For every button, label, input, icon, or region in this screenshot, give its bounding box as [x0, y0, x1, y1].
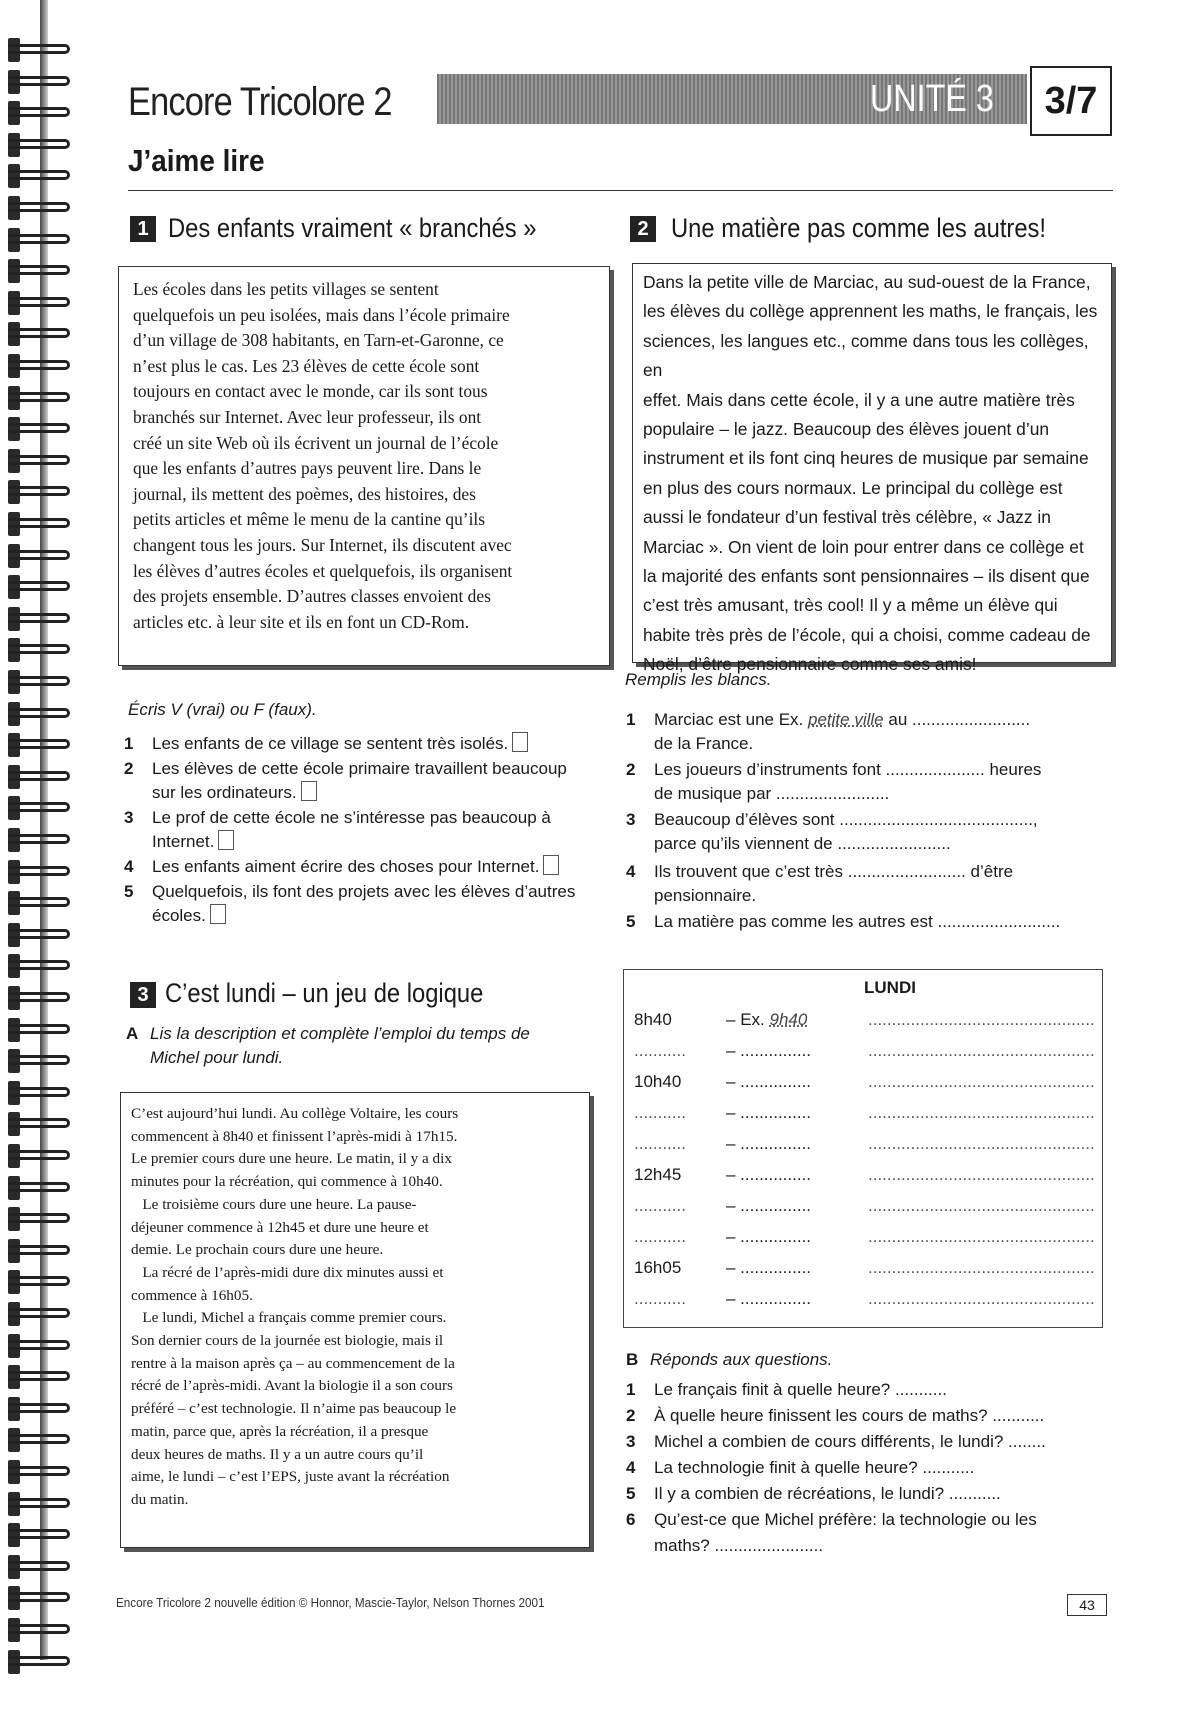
spiral-ring-icon [8, 70, 68, 94]
question-text: Il y a combien de récréations, le lundi? ........... [654, 1484, 1001, 1503]
spiral-ring-icon [8, 607, 68, 631]
spiral-binding [0, 0, 70, 1660]
passage-line: Le lundi, Michel a français comme premier cours. [131, 1309, 447, 1327]
spiral-ring-icon [8, 638, 68, 662]
timetable-end-time[interactable]: – ............... [726, 1165, 812, 1184]
timetable-subject[interactable]: ................................................ [868, 1041, 1095, 1060]
spiral-ring-icon [8, 38, 68, 62]
question-text: Les enfants aiment écrire des choses pour Internet. [152, 855, 604, 879]
spiral-ring-icon [8, 259, 68, 283]
passage-line: les élèves du collège apprennent les maths, le français, les [643, 301, 1098, 322]
fill-question-1: 1 Marciac est une Ex. petite ville au ......................... de la France. [626, 710, 1031, 753]
section-1-number: 1 [130, 216, 156, 242]
spiral-ring-icon [8, 828, 68, 852]
spiral-ring-icon [8, 544, 68, 568]
spiral-ring-icon [8, 449, 68, 473]
passage-line: déjeuner commence à 12h45 et dure une heure et [131, 1218, 429, 1236]
question-number: 4 [626, 1458, 636, 1477]
passage-line: rentre à la maison après ça – au commencement de la [131, 1354, 455, 1372]
question-text: Le prof de cette école ne s’intéresse pas beaucoup à [152, 808, 551, 827]
spiral-ring-icon [8, 133, 68, 157]
passage-paragraph [131, 1194, 579, 1262]
section-2-instruction: Remplis les blancs. [625, 670, 772, 689]
passage-line: en plus des cours normaux. Le principal du collège est [643, 477, 1063, 498]
timetable-end-time[interactable]: – ............... [726, 1289, 812, 1308]
spiral-ring-icon [8, 765, 68, 789]
timetable-time: ........... [634, 1103, 686, 1122]
answer-question [626, 1456, 1106, 1480]
answer-checkbox[interactable] [301, 781, 317, 801]
spiral-ring-icon [8, 1650, 68, 1674]
spiral-ring-icon [8, 196, 68, 220]
passage-line: commencent à 8h40 et finissent l’après-midi à 17h15. [131, 1127, 458, 1145]
timetable-time: 8h40 [634, 1010, 672, 1029]
spiral-ring-icon [8, 417, 68, 441]
brand-title: Encore Tricolore 2 [128, 80, 392, 124]
spiral-ring-icon [8, 1176, 68, 1200]
timetable-end-time[interactable]: – ............... [726, 1134, 812, 1153]
timetable-subject[interactable]: ................................................ [868, 1258, 1095, 1277]
passage-line: petits articles et même le menu de la cantine qu’ils [133, 509, 486, 530]
timetable-time: ........... [634, 1196, 686, 1215]
spiral-ring-icon [8, 354, 68, 378]
question-number: 2 [124, 759, 134, 778]
passage-line: Son dernier cours de la journée est biologie, mais il [131, 1332, 444, 1350]
timetable-subject[interactable]: ................................................ [868, 1072, 1095, 1091]
passage-line: la majorité des enfants sont pensionnaires – ils disent que [643, 566, 1090, 587]
spiral-ring-icon [8, 1397, 68, 1421]
question-number: 1 [626, 1380, 636, 1399]
unit-label: UNITÉ 3 [870, 78, 994, 120]
answer-question [626, 1378, 1106, 1402]
spiral-ring-icon [8, 796, 68, 820]
true-false-question [124, 880, 604, 928]
part-a-letter: A [126, 1024, 139, 1043]
timetable-subject[interactable]: ................................................ [868, 1289, 1095, 1308]
spiral-ring-icon [8, 1586, 68, 1610]
question-number: 5 [124, 882, 134, 901]
question-text: Internet. [152, 830, 604, 854]
spiral-ring-icon [8, 1049, 68, 1073]
spiral-ring-icon [8, 228, 68, 252]
timetable-subject[interactable]: ................................................ [868, 1165, 1095, 1184]
passage-line: Le premier cours dure une heure. Le matin, il y a dix [131, 1150, 452, 1168]
passage-line: Noël, d’être pensionnaire comme ses amis! [643, 654, 977, 675]
answer-checkbox[interactable] [543, 855, 559, 875]
timetable-end-time[interactable]: – Ex. 9h40 [726, 1010, 808, 1029]
spiral-ring-icon [8, 386, 68, 410]
passage-line: branchés sur Internet. Avec leur professeur, ils ont [133, 406, 482, 427]
spiral-ring-icon [8, 1523, 68, 1547]
passage-line: journal, ils mettent des poèmes, des histoires, des [133, 483, 476, 504]
timetable-end-time[interactable]: – ............... [726, 1103, 812, 1122]
passage-line: aime, le lundi – c’est l’EPS, juste avant la récréation [131, 1468, 450, 1486]
answer-question [626, 1404, 1106, 1428]
question-text: Les enfants de ce village se sentent très isolés. [152, 732, 604, 756]
example-answer: 9h40 [769, 1010, 808, 1029]
timetable-end-time[interactable]: – ............... [726, 1258, 812, 1277]
timetable-time: ........... [634, 1041, 686, 1060]
passage-line: demie. Le prochain cours dure une heure. [131, 1241, 384, 1259]
passage-line: instrument et ils font cinq heures de musique par semaine [643, 448, 1089, 469]
fill-question-2: 2 Les joueurs d’instruments font ..................... heures de musique par ........................ [626, 760, 1042, 803]
passage-line: toujours en contact avec le monde, car ils sont tous [133, 381, 488, 402]
question-text: Quelquefois, ils font des projets avec les élèves d’autres [152, 882, 576, 901]
passage-line: effet. Mais dans cette école, il y a une autre matière très [643, 389, 1075, 410]
part-b-instruction: Réponds aux questions. [650, 1350, 833, 1369]
passage-line: des projets ensemble. D’autres classes envoient des [133, 586, 491, 607]
spiral-ring-icon [8, 480, 68, 504]
question-number: 5 [626, 1484, 636, 1503]
true-false-question [124, 732, 604, 756]
spiral-ring-icon [8, 1239, 68, 1263]
section-3-number: 3 [130, 982, 156, 1008]
section-1-passage [118, 266, 610, 666]
part-b-letter: B [626, 1350, 639, 1369]
passage-line: aussi le fondateur d’un festival très célèbre, « Jazz in [643, 507, 1051, 528]
spiral-ring-icon [8, 164, 68, 188]
timetable-time: 12h45 [634, 1165, 682, 1184]
question-number: 3 [626, 1432, 636, 1451]
spiral-ring-icon [8, 1555, 68, 1579]
true-false-question [124, 806, 604, 854]
passage-line: deux heures de maths. Il y a un autre cours qu’il [131, 1445, 424, 1463]
spiral-ring-icon [8, 1618, 68, 1642]
section-2-title: Une matière pas comme les autres! [671, 213, 1047, 243]
spiral-ring-icon [8, 733, 68, 757]
spiral-ring-icon [8, 1460, 68, 1484]
spiral-ring-icon [8, 670, 68, 694]
question-text: À quelle heure finissent les cours de maths? ........... [654, 1406, 1045, 1425]
question-number: 2 [626, 1406, 636, 1425]
spiral-ring-icon [8, 1207, 68, 1231]
passage-line: commence à 16h05. [131, 1286, 253, 1304]
question-6-line-2: maths? ....................... [654, 1536, 824, 1555]
timetable-time: ........... [634, 1289, 686, 1308]
spiral-ring-icon [8, 1334, 68, 1358]
passage-line: habite très près de l’école, qui a choisi, comme cadeau de [643, 624, 1091, 645]
spiral-ring-icon [8, 954, 68, 978]
spiral-ring-icon [8, 986, 68, 1010]
timetable-end-time[interactable]: – ............... [726, 1072, 812, 1091]
spiral-ring-icon [8, 1270, 68, 1294]
timetable-end-time[interactable]: – ............... [726, 1196, 812, 1215]
spiral-ring-icon [8, 1112, 68, 1136]
passage-line: Dans la petite ville de Marciac, au sud-ouest de la France, [643, 272, 1091, 292]
passage-paragraph [131, 1262, 579, 1307]
question-text: écoles. [152, 904, 604, 928]
answer-checkbox[interactable] [218, 830, 234, 850]
part-a-instruction-line-1: Lis la description et complète l’emploi du temps de [150, 1024, 530, 1043]
question-text: Michel a combien de cours différents, le lundi? ........ [654, 1432, 1046, 1451]
passage-line: Marciac ». On vient de loin pour entrer dans ce collège et [643, 536, 1084, 557]
section-1-instruction: Écris V (vrai) ou F (faux). [128, 700, 317, 719]
spiral-ring-icon [8, 322, 68, 346]
section-1-title: Des enfants vraiment « branchés » [168, 213, 537, 243]
answer-question [626, 1482, 1106, 1506]
timetable-time: ........... [634, 1134, 686, 1153]
spiral-ring-icon [8, 1492, 68, 1516]
page-title: J’aime lire [128, 143, 265, 178]
spiral-ring-icon [8, 860, 68, 884]
spiral-ring-icon [8, 101, 68, 125]
timetable-heading: LUNDI [864, 978, 916, 997]
true-false-question [124, 855, 604, 879]
spiral-ring-icon [8, 512, 68, 536]
section-2-passage [632, 263, 1112, 675]
passage-line: du matin. [131, 1490, 189, 1508]
spiral-ring-icon [8, 1081, 68, 1105]
passage-line: C’est aujourd’hui lundi. Au collège Voltaire, les cours [131, 1105, 459, 1122]
spiral-ring-icon [8, 291, 68, 315]
passage-line: sciences, les langues etc., comme dans tous les collèges, en [643, 330, 1089, 381]
question-text: sur les ordinateurs. [152, 781, 604, 805]
passage-line: n’est plus le cas. Les 23 élèves de cette école sont [133, 355, 480, 376]
passage-line: c’est très amusant, très cool! Il y a même un élève qui [643, 595, 1058, 616]
section-2-number: 2 [630, 216, 656, 242]
passage-line: quelquefois un peu isolées, mais dans l’école primaire [133, 304, 510, 325]
section-3-passage [120, 1092, 590, 1548]
true-false-question [124, 757, 604, 805]
passage-line: Le troisième cours dure une heure. La pause- [131, 1195, 417, 1213]
passage-line: articles etc. à leur site et ils en font un CD-Rom. [133, 611, 470, 632]
passage-paragraph [131, 1307, 579, 1511]
question-number: 4 [124, 857, 134, 876]
spiral-ring-icon [8, 702, 68, 726]
fill-question-5: 5 La matière pas comme les autres est .......................... [626, 912, 1061, 931]
question-text: La technologie finit à quelle heure? ........... [654, 1458, 975, 1477]
spiral-ring-icon [8, 923, 68, 947]
fill-question-3: 3 Beaucoup d’élèves sont ........................................., parce qu’ils viennent de ........................ [626, 810, 1038, 853]
spiral-ring-icon [8, 1018, 68, 1042]
question-text: Le français finit à quelle heure? ........... [654, 1380, 947, 1399]
spiral-ring-icon [8, 1144, 68, 1168]
timetable-subject[interactable]: ................................................ [868, 1196, 1095, 1215]
fill-question-4: 4 Ils trouvent que c’est très ......................... d’être pensionnaire. [626, 862, 1014, 905]
spiral-ring-icon [8, 1302, 68, 1326]
timetable-subject[interactable]: ................................................ [868, 1227, 1095, 1246]
passage-line: d’un village de 308 habitants, en Tarn-et-Garonne, ce [133, 330, 504, 351]
timetable-time: 16h05 [634, 1258, 682, 1277]
question-number: 6 [626, 1510, 636, 1529]
question-number: 1 [124, 734, 134, 753]
answer-question [626, 1508, 1106, 1532]
passage-line: créé un site Web où ils écrivent un journal de l’école [133, 432, 499, 453]
question-number: 3 [124, 808, 134, 827]
header-rule [128, 190, 1113, 191]
passage-line: préféré – c’est technologie. Il n’aime pas beaucoup le [131, 1400, 457, 1418]
passage-line: que les enfants d’autres pays peuvent lire. Dans le [133, 458, 482, 479]
spiral-ring-icon [8, 575, 68, 599]
timetable-time: 10h40 [634, 1072, 682, 1091]
passage-line: récré de l’après-midi. Avant la biologie il a son cours [131, 1377, 453, 1395]
example-label: Ex. [740, 1010, 770, 1029]
sheet-number: 3/7 [1030, 66, 1112, 136]
passage-line: changent tous les jours. Sur Internet, ils discutent avec [133, 534, 512, 555]
example-answer: petite ville [808, 710, 884, 729]
passage-line: les élèves d’autres écoles et quelquefois, ils organisent [133, 560, 513, 581]
passage-line: minutes pour la récréation, qui commence à 10h40. [131, 1173, 443, 1191]
timetable-time: ........... [634, 1227, 686, 1246]
passage-line: matin, parce que, après la récréation, il a presque [131, 1422, 429, 1440]
timetable-end-time[interactable]: – ............... [726, 1041, 812, 1060]
timetable-subject[interactable]: ................................................ [868, 1010, 1095, 1029]
passage-line: Les écoles dans les petits villages se sentent [133, 279, 439, 299]
answer-question [626, 1430, 1106, 1454]
timetable-subject[interactable]: ................................................ [868, 1134, 1095, 1153]
copyright-footer: Encore Tricolore 2 nouvelle édition © Honnor, Mascie-Taylor, Nelson Thornes 2001 [116, 1595, 545, 1610]
passage-line: La récré de l’après-midi dure dix minutes aussi et [131, 1263, 444, 1281]
page-number: 43 [1067, 1594, 1107, 1616]
spiral-ring-icon [8, 1428, 68, 1452]
question-text: Les élèves de cette école primaire travaillent beaucoup [152, 759, 567, 778]
section-3-title: C’est lundi – un jeu de logique [165, 978, 484, 1008]
spiral-ring-icon [8, 891, 68, 915]
passage-paragraph [131, 1103, 579, 1194]
question-text: Qu’est-ce que Michel préfère: la technologie ou les [654, 1510, 1037, 1529]
timetable-subject[interactable]: ................................................ [868, 1103, 1095, 1122]
timetable-end-time[interactable]: – ............... [726, 1227, 812, 1246]
spiral-ring-icon [8, 1365, 68, 1389]
passage-line: populaire – le jazz. Beaucoup des élèves jouent d’un [643, 419, 1050, 440]
answer-checkbox[interactable] [210, 904, 226, 924]
answer-checkbox[interactable] [512, 732, 528, 752]
part-a-instruction-line-2: Michel pour lundi. [150, 1048, 284, 1067]
